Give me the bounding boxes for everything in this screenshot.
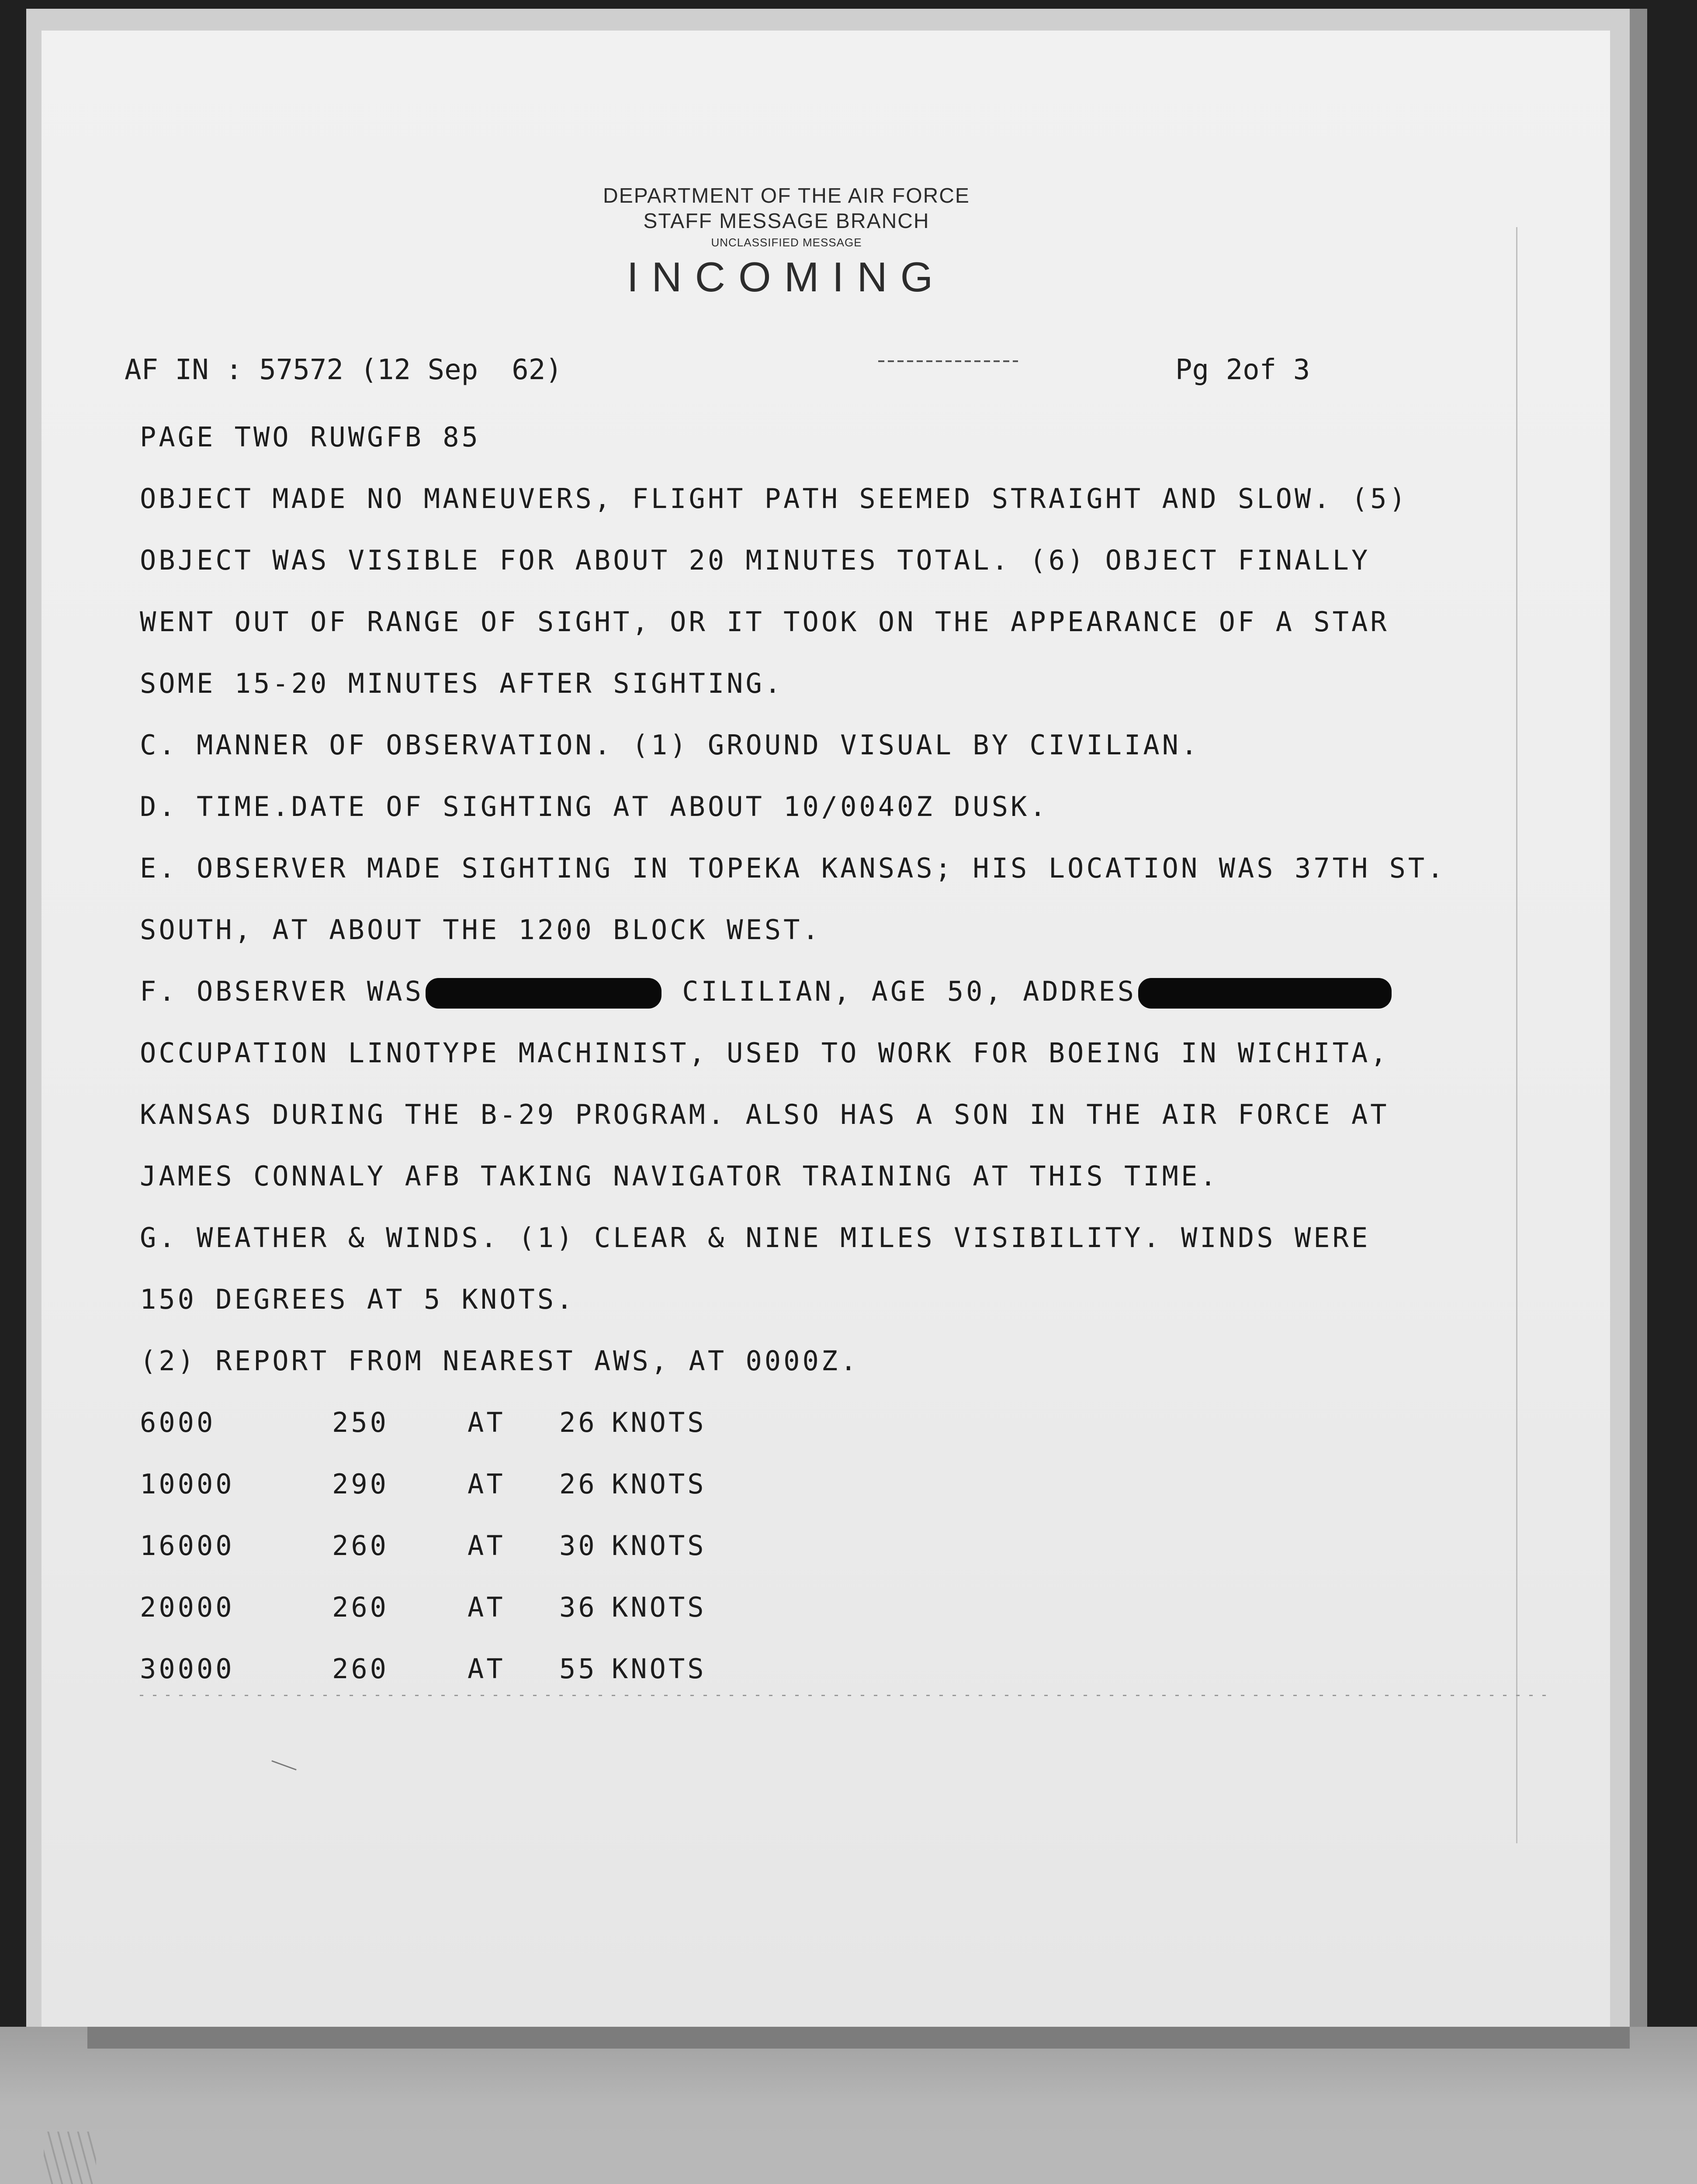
speed-unit: KNOTS [612, 1530, 707, 1562]
at-label: AT [468, 1468, 506, 1500]
altitude: 30000 [140, 1653, 235, 1685]
body-line: KANSAS DURING THE B-29 PROGRAM. ALSO HAS A SON IN THE AIR FORCE AT [140, 1099, 1389, 1130]
speed-unit: KNOTS [612, 1591, 707, 1623]
redaction-name [426, 978, 661, 1009]
scratch-marks [44, 2132, 96, 2184]
altitude: 6000 [140, 1406, 216, 1438]
winds-row [140, 1453, 1446, 1515]
winds-row [140, 1576, 1446, 1638]
speed: 30 [559, 1530, 597, 1562]
winds-row [140, 1392, 1446, 1453]
direction: 290 [332, 1468, 389, 1500]
at-label: AT [468, 1530, 506, 1562]
department-name: DEPARTMENT OF THE AIR FORCE [603, 184, 970, 207]
redaction-address [1138, 978, 1392, 1009]
winds-row [140, 1515, 1446, 1576]
at-label: AT [468, 1406, 506, 1438]
body-line: PAGE TWO RUWGFB 85 [140, 421, 481, 453]
body-line: (2) REPORT FROM NEAREST AWS, AT 0000Z. [140, 1345, 859, 1377]
observer-label: F. OBSERVER WAS [140, 975, 424, 1007]
message-reference: AF IN : 57572 (12 Sep 62) [125, 354, 562, 386]
body-line: OBJECT WAS VISIBLE FOR ABOUT 20 MINUTES TOTAL. (6) OBJECT FINALLY [140, 544, 1371, 576]
sheet-shadow [87, 2027, 1630, 2049]
observer-details: CILILIAN, AGE 50, ADDRES [663, 975, 1137, 1007]
perforation-line [140, 1695, 1555, 1696]
message-type-title: INCOMING [627, 254, 946, 301]
body-line: SOME 15-20 MINUTES AFTER SIGHTING. [140, 667, 784, 699]
direction: 260 [332, 1530, 389, 1562]
lower-background [0, 2027, 1697, 2184]
altitude: 16000 [140, 1530, 235, 1562]
dashed-mark [878, 360, 1018, 362]
observer-line [140, 961, 1446, 1022]
speed: 26 [559, 1406, 597, 1438]
branch-name: STAFF MESSAGE BRANCH [643, 210, 930, 233]
body-line: WENT OUT OF RANGE OF SIGHT, OR IT TOOK ON THE APPEARANCE OF A STAR [140, 606, 1389, 638]
speed-unit: KNOTS [612, 1406, 707, 1438]
direction: 260 [332, 1653, 389, 1685]
altitude: 20000 [140, 1591, 235, 1623]
page-indicator: Pg 2of 3 [1175, 354, 1310, 386]
message-body [140, 406, 1446, 1700]
body-line: SOUTH, AT ABOUT THE 1200 BLOCK WEST. [140, 914, 821, 946]
sheet-edge-line [1516, 227, 1517, 1843]
at-label: AT [468, 1591, 506, 1623]
speed-unit: KNOTS [612, 1653, 707, 1685]
speed-unit: KNOTS [612, 1468, 707, 1500]
body-line: D. TIME.DATE OF SIGHTING AT ABOUT 10/0040Z DUSK. [140, 791, 1049, 822]
body-line: G. WEATHER & WINDS. (1) CLEAR & NINE MILES VISIBILITY. WINDS WERE [140, 1222, 1371, 1254]
at-label: AT [468, 1653, 506, 1685]
speed: 26 [559, 1468, 597, 1500]
body-line: 150 DEGREES AT 5 KNOTS. [140, 1283, 575, 1315]
winds-table [140, 1392, 1446, 1700]
speed: 36 [559, 1591, 597, 1623]
direction: 260 [332, 1591, 389, 1623]
altitude: 10000 [140, 1468, 235, 1500]
speed: 55 [559, 1653, 597, 1685]
winds-row [140, 1638, 1446, 1700]
body-line: JAMES CONNALY AFB TAKING NAVIGATOR TRAINING AT THIS TIME. [140, 1160, 1219, 1192]
body-line: OCCUPATION LINOTYPE MACHINIST, USED TO WORK FOR BOEING IN WICHITA, [140, 1037, 1389, 1069]
body-line: E. OBSERVER MADE SIGHTING IN TOPEKA KANSAS; HIS LOCATION WAS 37TH ST. [140, 852, 1446, 884]
message-header [568, 183, 1005, 301]
body-line: C. MANNER OF OBSERVATION. (1) GROUND VISUAL BY CIVILIAN. [140, 729, 1200, 761]
body-line: OBJECT MADE NO MANEUVERS, FLIGHT PATH SEEMED STRAIGHT AND SLOW. (5) [140, 483, 1408, 515]
direction: 250 [332, 1406, 389, 1438]
classification-label: UNCLASSIFIED MESSAGE [711, 236, 862, 249]
